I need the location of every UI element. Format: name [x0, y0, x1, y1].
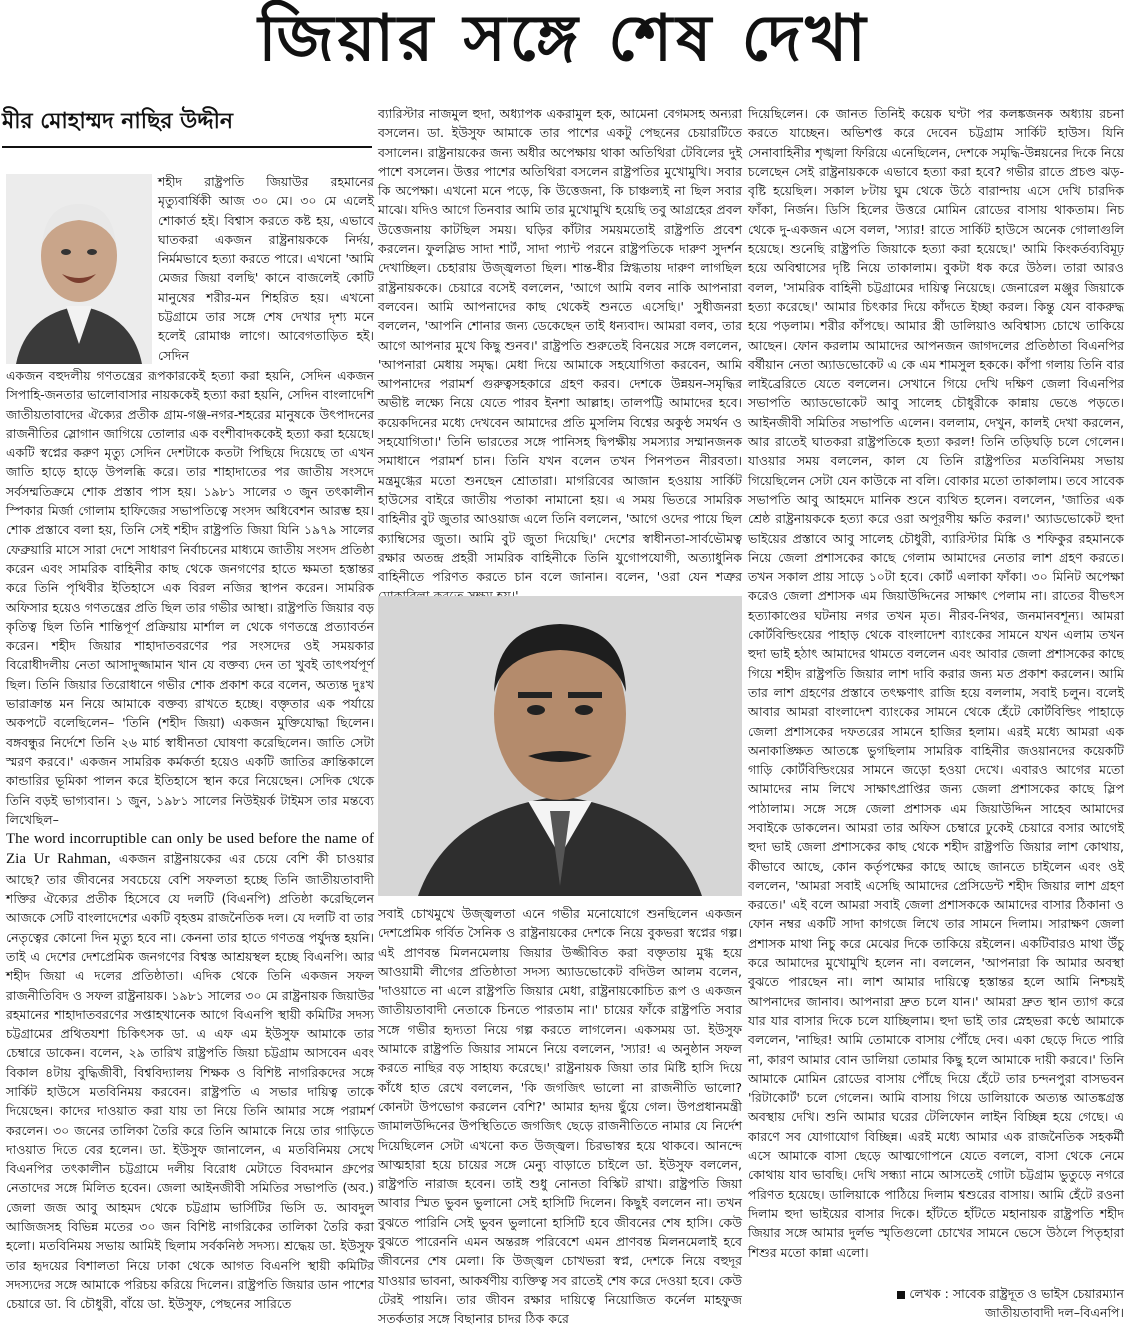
column-2-bottom [378, 904, 742, 1327]
footnote-line-1: লেখক : সাবেক রাষ্ট্রদূত ও ভাইস চেয়ারম্যান [909, 1286, 1124, 1301]
body-paragraph-2: একজন রাষ্ট্রনায়কের এর চেয়ে বেশি কী চাওয়ার আছে? তার জীবনের সবচেয়ে বেশি সফলতা হচ্ছে তিনি জাতীয়তাবাদী শক্তির ঐক্যের প্রতীক হিসেবে যে দলটি (বিএনপি) প্রতিষ্ঠা করেছিলেন আজকে সেটি বাংলাদেশের একটি বৃহত্তম রাজনৈতিক দল। যে দলটি বা তার নেতৃত্বের কোনো দিন মৃত্যু হবে না। কেননা তার হাতে গণতন্ত্র পর্যুদস্ত হয়নি। তাই এ দেশের দেশপ্রেমিক জনগণের বিশ্বস্ত আশ্রয়স্থল হচ্ছে বিএনপি। আর শহীদ জিয়া এ দলের প্রতিষ্ঠাতা। এদিক থেকে তিনি একজন সফল রাজনীতিবিদ ও সফল রাষ্ট্রনায়ক। ১৯৮১ সালের ৩০ মে রাষ্ট্রনায়ক জিয়াউর রহমানের শাহাদাতবরণের সপ্তাহখানেক আগে বিএনপি স্থায়ী কমিটির সদস্য চট্টগ্রামের প্রথিতযশা চিকিৎসক ডা. এ এফ এম ইউসুফ আমাকে তার চেম্বারে ডাকেন। বলেন, ২৯ তারিখ রাষ্ট্রপতি জিয়া চট্টগ্রাম আসবেন এবং বিকাল ৪টায় বুদ্ধিজীবী, বিশ্ববিদ্যালয় শিক্ষক ও বিশিষ্ট নাগরিকদের সঙ্গে সার্কিট হাউসে মতবিনিময় করবেন। রাষ্ট্রপতি এ সভার দায়িত্ব তাকে দিয়েছেন। কাদের দাওয়াত করা যায় তা নিয়ে তিনি আমার সঙ্গে পরামর্শ করলেন। ৩০ জনের তালিকা তৈরি করে তিনি আমাকে নিয়ে তার গাড়িতে দাওয়াত দিতে বের হলেন। ডা. ইউসুফ জানালেন, এ মতবিনিময় সেখে বিএনপির তৎকালীন চট্টগ্রামে দলীয় বিরোধ মেটাতে বিবদমান গ্রুপের নেতাদের সঙ্গে মিলিত হবেন। জেলা আইনজীবী সমিতির সভাপতি (অব.) জেলা জজ আবু আহমদ থেকে চট্টগ্রাম ভার্সিটির ভিসি ড. আবদুল আজিজসহ বিভিন্ন মতের ৩০ জন বিশিষ্ট নাগরিকের তালিকা তৈরি করা হলো। মতবিনিময় সভায় আমিই ছিলাম সর্বকনিষ্ঠ সদস্য। শ্রদ্ধেয় ডা. ইউসুফ তার হৃদয়ের বিশালতা নিয়ে ঢাকা থেকে আগত বিএনপি স্থায়ী কমিটির সদস্যদের সঙ্গে আমাকে পরিচয় করিয়ে দিলেন। রাষ্ট্রপতি জিয়ার ডান পাশের চেয়ারে ডা. বি চৌধুরী, বাঁয়ে ডা. ইউসুফ, পেছনের সারিতে [6, 851, 374, 1312]
english-quote: The word incorruptible can only be used before the name of Zia Ur Rahman, [6, 831, 374, 868]
column-2-top [378, 104, 742, 588]
column-1-body [6, 366, 374, 1324]
body-paragraph-5: দিয়েছিলেন। কে জানত তিনিই কয়েক ঘণ্টা পর কলঙ্কজনক অধ্যায় রচনা করতে যাচ্ছেন। অভিশপ্ত করে দেবেন চট্টগ্রাম সার্কিট হাউস। যিনি সেনাবাহিনীর শৃঙ্খলা ফিরিয়ে এনেছিলেন, দেশকে সমৃদ্ধি-উন্নয়নের দিকে নিয়ে চলেছেন সেই রাষ্ট্রনায়ককে এভাবে হত্যা করা হবে? গভীর রাতে প্রচণ্ড ঝড়-বৃষ্টি হয়েছিল। সকাল ৮টায় ঘুম থেকে উঠে বারান্দায় এসে দেখি চারদিক ফাঁকা, নির্জন। ডিসি হিলের উত্তরে মোমিন রোডের বাসায় থাকতাম। নিচ থেকে দু-একজন এসে বলল, 'স্যার! রাতে সার্কিট হাউসে অনেক গোলাগুলি হয়েছে। শুনেছি রাষ্ট্রপতি জিয়াকে হত্যা করা হয়েছে।' আমি কিংকর্তব্যবিমূঢ় হয়ে অবিশ্বাসের দৃষ্টি নিয়ে তাকালাম। বুকটা ধক করে উঠল। তারা আরও বলল, 'সামরিক বাহিনী চট্টগ্রামের দায়িত্ব নিয়েছে। জেনারেল মঞ্জুর জিয়াকে হত্যা করেছে।' আমার চিৎকার দিয়ে কাঁদতে ইচ্ছা করল। কিন্তু যেন বাকরুদ্ধ হয়ে পড়লাম। শরীর কাঁপছে। আমার স্ত্রী ডালিয়াও অবিশ্বাস্য চোখে তাকিয়ে আছেন। ফোন করলাম আমাদের আপনজন জাগদলের প্রতিষ্ঠাতা বিএনপির বর্ষীয়ান নেতা অ্যাডভোকেট এ কে এম শামসুল হককে। কাঁপা গলায় তিনি বার লাইব্রেরিতে যেতে বললেন। সেখানে গিয়ে দেখি দক্ষিণ জেলা বিএনপির সভাপতি অ্যাডভোকেট আবু সালেহ চৌধুরীকে কান্নায় ভেঙে পড়তে। আইনজীবী সমিতির সভাপতি এলেন। বললাম, দেখুন, কালই দেখা করলেন, আর রাতেই ঘাতকরা রাষ্ট্রপতিকে হত্যা করল! তিনি তড়িঘড়ি চলে গেলেন। যাওয়ার সময় বললেন, কাল যে তিনি রাষ্ট্রপতির মতবিনিময় সভায় গিয়েছিলেন সেটা যেন কাউকে না বলি। বোকার মতো তাকালাম। তবে সাবেক সভাপতি আবু আহমদে মানিক শুনে ব্যথিত হলেন। বললেন, 'জাতির এক শ্রেষ্ঠ রাষ্ট্রনায়ককে হত্যা করে ওরা অপূরণীয় ক্ষতি করল।' অ্যাডভোকেট হুদা ভাইয়ের প্রস্তাবে আবু সালেহ চৌধুরী, ব্যারিস্টার মিঙ্কি ও শফিকুর রহমানকে নিয়ে জেলা প্রশাসকের কাছে গেলাম আমাদের নেতার লাশ গ্রহণ করতে। তখন সকাল প্রায় সাড়ে ১০টা হবে। কোর্ট এলাকা ফাঁকা। ৩০ মিনিট অপেক্ষা করেও জেলা প্রশাসক এম জিয়াউদ্দিনের সাক্ষাৎ পেলাম না। রাতের বীভৎস হত্যাকাণ্ডের ঘটনায় নগর তখন মৃত। নীরব-নিথর, জনমানবশূন্য। আমরা কোর্টবিল্ডিংয়ের পাহাড় থেকে বাংলাদেশ ব্যাংকের সামনে যখন এলাম তখন হুদা ভাই হঠাৎ আমাদের থামতে বললেন এবং আবার জেলা প্রশাসকের কাছে গিয়ে শহীদ রাষ্ট্রপতি জিয়ার লাশ দাবি করার জন্য মত প্রকাশ করলেন। আমি তার লাশ গ্রহণের প্রস্তাবে তৎক্ষণাৎ রাজি হয়ে বললাম, সবাই চলুন। বলেই আবার আমরা বাংলাদেশ ব্যাংকের সামনে থেকে হেঁটে কোর্টবিল্ডিং পাহাড়ে জেলা প্রশাসকের দফতরের সামনে হাজির হলাম। এরই মধ্যে আমরা এক অনাকাঙ্ক্ষিত আতঙ্কে ভুগছিলাম সামরিক বাহিনীর জওয়ানদের কয়েকটি গাড়ি কোর্টবিল্ডিংয়ের সামনে জড়ো হওয়া দেখে। এবারও আগের মতো আমাদের নাম লিখে সাক্ষাৎপ্রাপ্তির জন্য জেলা প্রশাসকের কাছে স্লিপ পাঠালাম। সঙ্গে সঙ্গে জেলা প্রশাসক এম জিয়াউদ্দিন সাহেব আমাদের সবাইকে ডাকলেন। আমরা তার অফিস চেম্বারে ঢুকেই চেয়ারে বসার আগেই হুদা ভাই জেলা প্রশাসকের কাছ থেকে শহীদ রাষ্ট্রপতি জিয়ার লাশ কোথায়, কীভাবে আছে, কোন কর্তৃপক্ষের কাছে আছে জানতে চাইলেন এবং ওই বললেন, 'আমরা সবাই এসেছি আমাদের প্রেসিডেন্ট শহীদ জিয়ার লাশ গ্রহণ করতে।' এই বলে আমরা সবাই জেলা প্রশাসককে আমাদের বাসার ঠিকানা ও ফোন নম্বর একটি সাদা কাগজে লিখে তার সামনে দিলাম। সারাক্ষণ জেলা প্রশাসক মাথা নিচু করে মেঝের দিকে তাকিয়ে রইলেন। একটিবারও মাথা উঁচু করে আমাদের মুখোমুখি হলেন না। বললেন, 'আপনারা কি আমার অবস্থা বুঝতে পারছেন না। লাশ আমার দায়িত্বে হস্তান্তর হলে আমি নিশ্চয়ই আপনাদের জানাব। আপনারা দ্রুত চলে যান।' আমরা দ্রুত স্থান ত্যাগ করে যার যার বাসার দিকে চলে যাচ্ছিলাম। হুদা ভাই তার স্নেহভরা কণ্ঠে আমাকে বললেন, 'নাছির! আমি তোমাকে বাসায় পৌঁছে দেব। একা ছেড়ে দিতে পারি না, কারণ আমার বোন ডালিয়া তোমার কিছু হলে আমাকে দায়ী করবে।' তিনি আমাকে মোমিন রোডের বাসায় পৌঁছে দিয়ে হেঁটে তার চন্দনপুরা বাসভবন 'রিটাকোর্ট' চলে গেলেন। আমি বাসায় গিয়ে ডালিয়াকে অত্যন্ত আতঙ্কগ্রস্ত অবস্থায় দেখি। শুনি আমার ঘরের টেলিফোন লাইন বিচ্ছিন্ন হয়ে গেছে। এ কারণে সব যোগাযোগ বিচ্ছিন্ন। এরই মধ্যে আমার এক রাজনৈতিক সহকর্মী এসে আমাকে বাসা ছেড়ে আত্মগোপনে যেতে বললে, বাসা থেকে নেমে কোথায় যাব ভাবছি। দেখি সন্ধ্যা নামে আসতেই গোটা চট্টগ্রাম ভুতুড়ে নগরে পরিণত হয়েছে। ডালিয়াকে পাঠিয়ে দিলাম শ্বশুরের বাসায়। আমি হেঁটে রওনা দিলাম হুদা ভাইয়ের বাসার দিকে। হাঁটতে হাঁটতে মহানায়ক রাষ্ট্রপতি শহীদ জিয়ার সঙ্গে আমার দুর্লভ স্মৃতিগুলো চোখের সামনে ভেসে উঠলে পিতৃহারা শিশুর মতো কান্না এলো। [748, 106, 1124, 1260]
footnote-line-2: জাতীয়তাবাদী দল–বিএনপি। [985, 1305, 1124, 1320]
author-portrait-image [6, 174, 152, 364]
intro-paragraph: শহীদ রাষ্ট্রপতি জিয়াউর রহমানের মৃত্যুবার্ষিকী আজ ৩০ মে। ৩০ মে এলেই শোকার্ত হই। বিশ্বাস করতে কষ্ট হয়, এভাবে ঘাতকরা একজন রাষ্ট্রনায়ককে নির্দয়, নির্মমভাবে হত্যা করতে পারে। এখনো 'আমি মেজর জিয়া বলছি' কানে বাজলেই কোটি মানুষের শরীর-মন শিহরিত হয়। এখনো চট্টগ্রামে তার সঙ্গে শেষ দেখার দৃশ্য মনে হলেই রোমাঞ্চ লাগে। আবেগতাড়িত হই। সেদিন [158, 174, 374, 363]
zia-portrait-image [378, 596, 742, 896]
body-paragraph-4: সবাই চোখমুখে উজ্জ্বলতা এনে গভীর মনোযোগে শুনছিলেন একজন দেশপ্রেমিক গর্বিত সৈনিক ও রাষ্ট্রনায়কের দেশকে নিয়ে বুকভরা স্বপ্নের গল্প। এই প্রাণবন্ত মিলনমেলায় জিয়ার উজ্জীবিত করা বক্তৃতায় মুগ্ধ হয়ে আওয়ামী লীগের প্রতিষ্ঠাতা সদস্য অ্যাডভোকেট বদিউল আলম বলেন, 'দাওয়াতে না এলে রাষ্ট্রপতি জিয়ার মেধা, রাষ্ট্রনায়কোচিত রূপ ও একজন জাতীয়তাবাদী নেতাকে চিনতে পারতাম না।' চায়ের ফাঁকে রাষ্ট্রপতি সবার সঙ্গে গভীর হৃদ্যতা নিয়ে গল্প করতে লাগলেন। একসময় ডা. ইউসুফ আমাকে রাষ্ট্রপতি জিয়ার সামনে নিয়ে বললেন, 'স্যার! এ অনুষ্ঠান সফল করতে নাছির বড় সাহায্য করেছে।' রাষ্ট্রনায়ক জিয়া তার মিষ্টি হাসি দিয়ে কাঁধে হাত রেখে বললেন, 'কি জগজিৎ ভালো না রাজনীতি ভালো? কোনটা উপভোগ করলেন বেশি?' আমার হৃদয় ছুঁয়ে গেল। উপপ্রধানমন্ত্রী জামালউদ্দিনের উপস্থিতিতে জগজিৎ ছেড়ে রাজনীতিতে নামার যে নির্দেশ দিয়েছিলেন সেটা এখনো কত উজ্জ্বল। চিরভাস্বর হয়ে থাকবে। আনন্দে আত্মহারা হয়ে চায়ের সঙ্গে মেন্যু বাড়াতে চাইলে ডা. ইউসুফ বললেন, রাষ্ট্রপতি নারাজ হবেন। তাই শুধু নোনতা বিস্কিট রাখা। রাষ্ট্রপতি জিয়া আবার স্মিত ভুবন ভুলানো সেই হাসিটি দিলেন। কিছুই বললেন না। তখন বুঝতে পারিনি সেই ভুবন ভুলানো হাসিটি হবে জীবনের শেষ হাসি। কেউ বুঝতে পারেননি এমন অন্তরঙ্গ পরিবেশে এমন প্রাণবন্ত মিলনমেলাই হবে জীবনের শেষ মেলা। কি উজ্জ্বল চোখভরা স্বপ্ন, দেশকে নিয়ে বহুদূর যাওয়ার ভাবনা, আকর্ষণীয় ব্যক্তিত্ব সব রাতেই শেষ করে দেওয়া হবে। কেউ টেরই পায়নি। তার জীবন রক্ষার দায়িত্বে নিয়োজিত কর্নেল মাহফুজ সতর্কতার সঙ্গে বিছানার চাদর ঠিক করে [378, 906, 742, 1327]
author-footnote [748, 1284, 1124, 1324]
author-portrait [6, 174, 152, 364]
column-1-intro [158, 172, 374, 366]
headline: জিয়ার সঙ্গে শেষ দেখা [258, 1, 870, 76]
body-paragraph-1: একজন বহুদলীয় গণতন্ত্রের রূপকারকেই হত্যা করা হয়নি, সেদিন একজন সিপাহি-জনতার ভালোবাসার নায়ককেই হত্যা করা হয়নি, সেদিন বাংলাদেশি জাতীয়তাবাদের ঐক্যের প্রতীক গ্রাম-গঞ্জ-নগর-শহরের মানুষকে উৎপাদনের রাজনীতির স্লোগান জাগিয়ে তোলার এক বংশীবাদককেই হত্যা করা হয়েছে। একটি স্বপ্নের করুণ মৃত্যু সেদিন দেশটাকে কতটা পিছিয়ে দিয়েছে তা এখন জাতি হাড়ে হাড়ে উপলব্ধি করে। তার শাহাদাতের পর জাতীয় সংসদে সর্বসম্মতিক্রমে শোক প্রস্তাব পাস হয়। ১৯৮১ সালের ৩ জুন তৎকালীন স্পিকার মির্জা গোলাম হাফিজের সভাপতিত্বে সংসদ অধিবেশন আরম্ভ হয়। শোক প্রস্তাবে বলা হয়, তিনি সেই শহীদ রাষ্ট্রপতি জিয়া যিনি ১৯৭৯ সালের ফেব্রুয়ারি মাসে সারা দেশে সাধারণ নির্বাচনের মাধ্যমে জাতীয় সংসদ প্রতিষ্ঠা করেন এবং সামরিক বাহিনীর কাছ থেকে জনগণের হাতে ক্ষমতা হস্তান্তর করে তিনি পৃথিবীর ইতিহাসে এক বিরল নজির স্থাপন করেন। সামরিক অফিসার হয়েও গণতন্ত্রের প্রতি ছিল তার গভীর আস্থা। রাষ্ট্রপতি জিয়ার বড় কৃতিত্ব ছিল তিনি শান্তিপূর্ণ প্রক্রিয়ায় মার্শাল ল থেকে গণতন্ত্রে প্রত্যাবর্তন করেন। শহীদ জিয়ার শাহাদাতবরণের পর সংসদের ওই সময়কার বিরোধীদলীয় নেতা আসাদুজ্জামান খান যে বক্তব্য দেন তা খুবই তাৎপর্যপূর্ণ ছিল। তিনি জিয়ার তিরোধানে গভীর শোক প্রকাশ করে বলেন, অত্যন্ত দুঃখ ভারাক্রান্ত মন নিয়ে আমাকে বক্তব্য রাখতে হচ্ছে। বক্তৃতার এক পর্যায়ে অকপটে বলেছিলেন– 'তিনি (শহীদ জিয়া) একজন মুক্তিযোদ্ধা ছিলেন। বঙ্গবন্ধুর নির্দেশে তিনি ২৬ মার্চ স্বাধীনতা ঘোষণা করেছিলেন। জাতি সেটা স্মরণ করবে।' একজন সামরিক কর্মকর্তা হয়েও একটি জাতির ক্রান্তিকালে কান্ডারির ভূমিকা পালন করে ইতিহাসে স্থান করে নিয়েছেন। সেদিক থেকে তিনি বড়ই ভাগ্যবান। ১ জুন, ১৯৮১ সালের নিউইয়র্ক টাইমস তার মন্তব্যে লিখেছিল– [6, 368, 374, 827]
square-bullet-icon [897, 1291, 905, 1299]
byline-rule [2, 146, 372, 148]
body-paragraph-3: ব্যারিস্টার নাজমুল হুদা, অধ্যাপক একরামুল হক, আমেনা বেগমসহ অন্যরা বসলেন। ডা. ইউসুফ আমাকে তার পাশের একটু পেছনের চেয়ারটিতে বসালেন। রাষ্ট্রনায়কের জন্য অধীর অপেক্ষায় থাকা অতিথিরা টেবিলের দুই পাশে বসলেন। উত্তর পাশের অতিথিরা বসলেন রাষ্ট্রপতির মুখোমুখি। সবার কি অপেক্ষা। এখনো মনে পড়ে, কি উত্তেজনা, কি চাঞ্চল্যই না ছিল সবার মাঝে। যদিও আগে তিনবার আমি তার মুখোমুখি হয়েছি তবু আগ্রহের প্রবল উত্তেজনায় কাটছিল সময়। ঘড়ির কাঁটার সময়মতোই রাষ্ট্রপতি প্রবেশ করলেন। ফুলস্লিভ সাদা শার্ট, সাদা প্যান্ট পরনে রাষ্ট্রপতিকে দারুণ সুদর্শন দেখাচ্ছিল। চেহারায় উজ্জ্বলতা ছিল। শান্ত-ধীর স্নিগ্ধতায় দারুণ লাগছিল রাষ্ট্রনায়ককে। চেয়ারে বসেই বললেন, 'আগে আমি বলব নাকি আপনারা বলবেন। আমি আপনাদের কাছ থেকেই শুনতে এসেছি।' সুধীজনরা বললেন, 'আপনি শোনার জন্য ডেকেছেন তাই ধন্যবাদ। আমরা বলব, তার আগে আপনার মুখে কিছু শুনব।' রাষ্ট্রপতি শুরুতেই বিনয়ের সঙ্গে বললেন, 'আপনারা মেধায় সমৃদ্ধ। মেধা দিয়ে আমাকে সহযোগিতা করবেন, আমি আপনাদের পরামর্শ গুরুত্বসহকারে গ্রহণ করব। দেশকে উন্নয়ন-সমৃদ্ধির অভীষ্ট লক্ষ্যে নিয়ে যেতে পারব ইনশা আল্লাহ। তালপট্টি আমাদের হবে। কয়েকদিনের মধ্যে দেখবেন আমাদের প্রতি মুসলিম বিশ্বের অকুণ্ঠ সমর্থন ও সহযোগিতা।' তিনি ভারতের সঙ্গে পানিসহ দ্বিপক্ষীয় সমস্যার সম্মানজনক সমাধানে পরামর্শ চান। তিনি যখন বলেন তখন পিনপতন নীরবতা। মন্ত্রমুগ্ধের মতো শুনছেন শ্রোতারা। মাগরিবের আজান হওয়ায় সার্কিট হাউসের বাইরে জাতীয় পতাকা নামানো হয়। এ সময় ভিতরে সামরিক বাহিনীর বুট জুতার আওয়াজ এলে তিনি বললেন, 'আগে ওদের পায়ে ছিল ক্যাম্বিসের জুতা। আমি বুট জুতা দিয়েছি।' দেশের স্বাধীনতা-সার্বভৌমত্ব রক্ষার অতন্দ্র প্রহরী সামরিক বাহিনীকে তিনি যুগোপযোগী, অত্যাধুনিক বাহিনীতে পরিণত করতে চান বলে জানান। বলেন, 'ওরা যেন শত্রুর [378, 106, 742, 585]
zia-portrait [378, 596, 742, 896]
column-3 [748, 104, 1124, 1302]
author-byline: মীর মোহাম্মদ নাছির উদ্দীন [2, 109, 234, 134]
